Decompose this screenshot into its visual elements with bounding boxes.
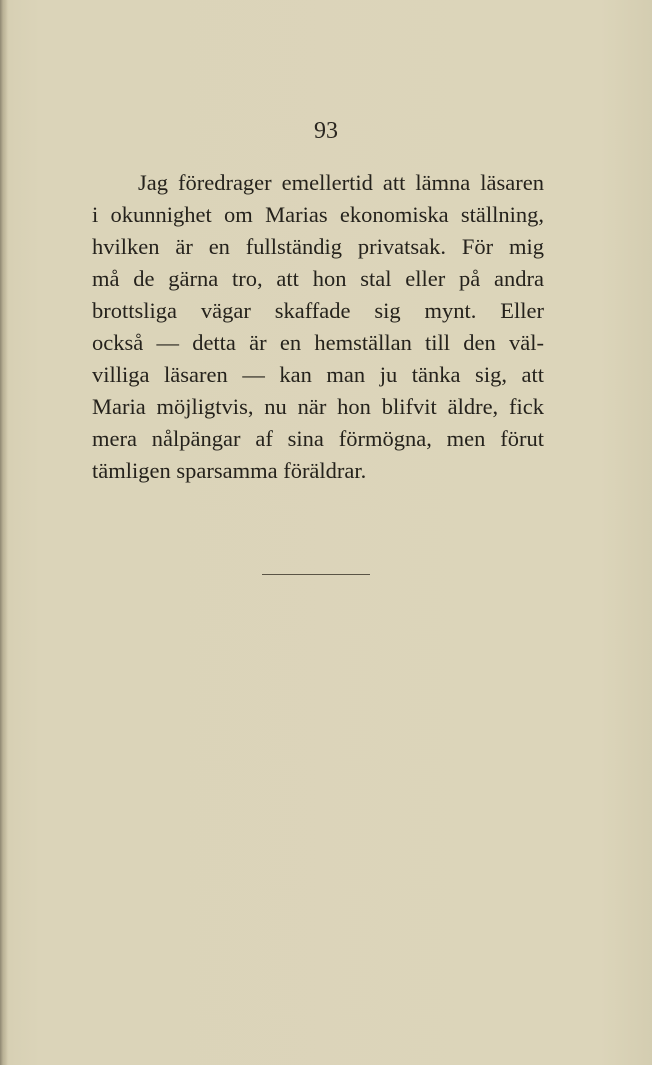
paragraph-line: må de gärna tro, att hon stal eller på andra [92, 266, 544, 291]
paragraph-line: hvilken är en fullständig privatsak. För mig [92, 234, 544, 259]
paragraph-line: mera nålpängar af sina förmögna, men förut [92, 426, 544, 451]
page-number: 93 [314, 118, 338, 144]
paragraph-line: brottsliga vägar skaffade sig mynt. Eller [92, 298, 544, 323]
paragraph-line-final: tämligen sparsamma föräldrar. [92, 458, 367, 483]
paragraph-line: också — detta är en hemställan till den väl- [92, 330, 544, 355]
paragraph-line: villiga läsaren — kan man ju tänka sig, att [92, 362, 544, 387]
body-paragraph [92, 167, 544, 487]
paragraph-line: Jag föredrager emellertid att lämna läsaren [138, 170, 544, 195]
paragraph-line: Maria möjligtvis, nu när hon blifvit äldre, fick [92, 394, 544, 419]
paragraph-line: i okunnighet om Marias ekonomiska ställning, [92, 202, 544, 227]
section-end-rule [262, 574, 370, 575]
page-spine-edge [0, 0, 8, 1065]
